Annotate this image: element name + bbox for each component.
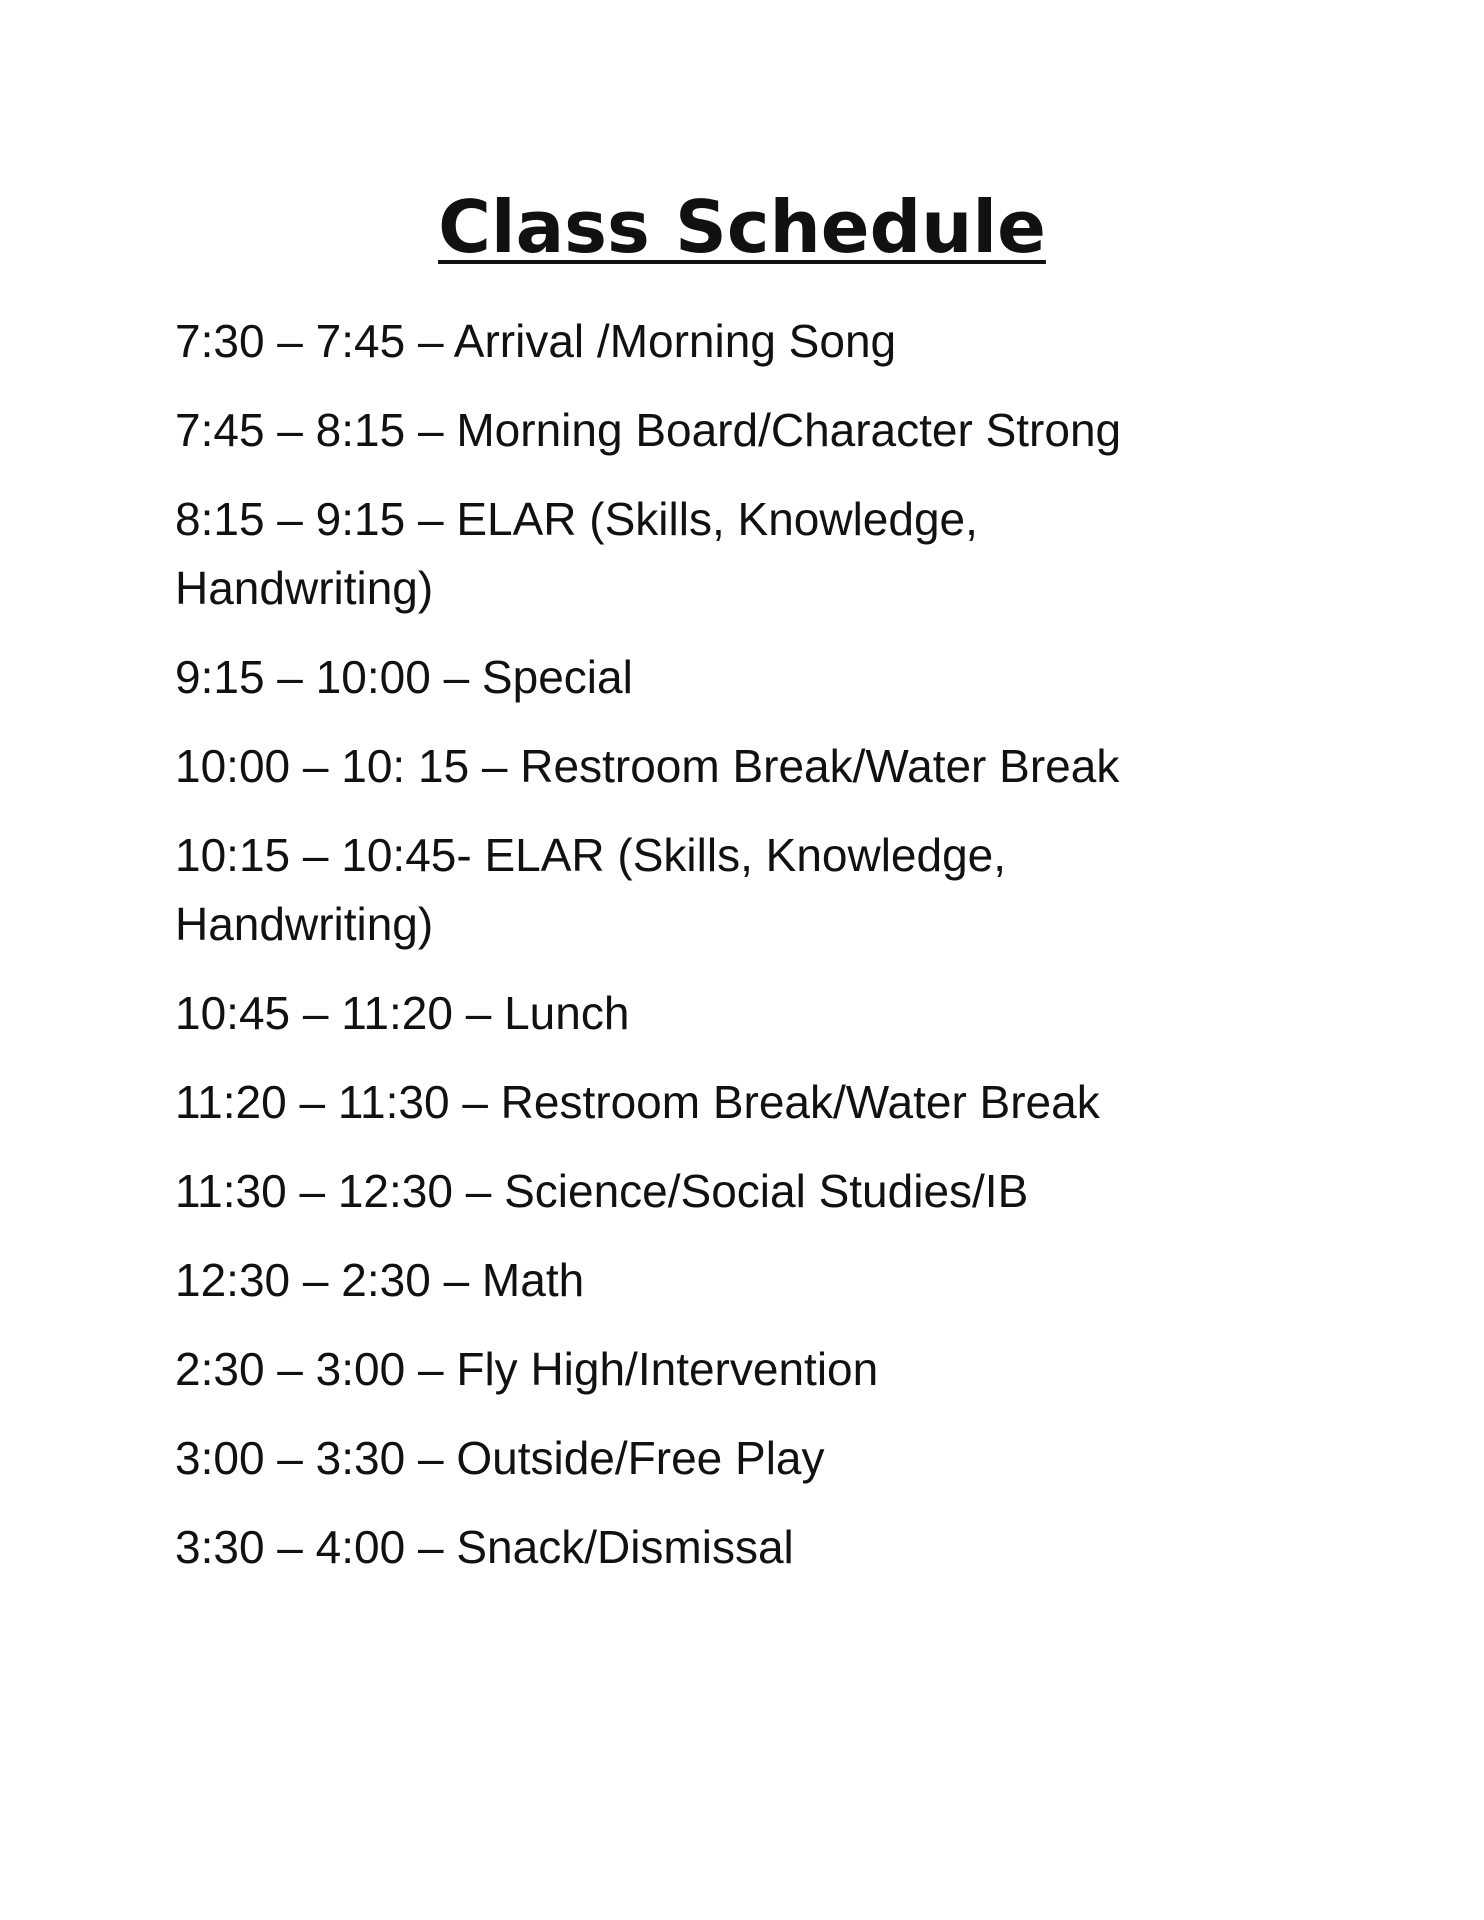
schedule-entry: 10:15 – 10:45- ELAR (Skills, Knowledge, Handwriting) [175, 829, 1007, 950]
schedule-entry: 7:45 – 8:15 – Morning Board/Character Strong [175, 404, 1122, 456]
schedule-entry: 12:30 – 2:30 – Math [175, 1254, 585, 1306]
schedule-entry: 8:15 – 9:15 – ELAR (Skills, Knowledge, Handwriting) [175, 493, 978, 614]
schedule-entry: 9:15 – 10:00 – Special [175, 651, 633, 703]
schedule-list [175, 307, 1335, 1602]
schedule-entry: 2:30 – 3:00 – Fly High/Intervention [175, 1343, 879, 1395]
schedule-entry: 11:20 – 11:30 – Restroom Break/Water Break [175, 1076, 1100, 1128]
schedule-entry: 11:30 – 12:30 – Science/Social Studies/IB [175, 1165, 1029, 1217]
schedule-entry: 10:00 – 10: 15 – Restroom Break/Water Break [175, 740, 1120, 792]
page-title: Class Schedule [438, 185, 1046, 269]
schedule-entry: 10:45 – 11:20 – Lunch [175, 987, 630, 1039]
schedule-entry: 3:30 – 4:00 – Snack/Dismissal [175, 1521, 794, 1573]
schedule-entry: 3:00 – 3:30 – Outside/Free Play [175, 1432, 825, 1484]
schedule-entry: 7:30 – 7:45 – Arrival /Morning Song [175, 315, 897, 367]
